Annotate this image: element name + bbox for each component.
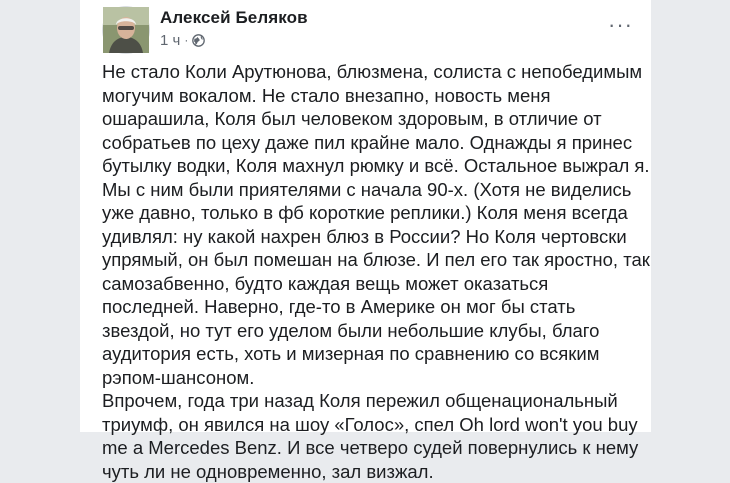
more-options-icon[interactable]: ···: [608, 12, 633, 37]
post-card: [80, 0, 651, 482]
globe-icon: [192, 34, 205, 47]
post-paragraph: Мы с ним были приятелями с начала 90-х. (Хотя не виделись уже давно, только в фб короткие реплики.) Коля меня всегда удивлял: ну какой нахрен блюз в России? Но Коля чертовски упрямый, он был помешан на блюзе. И пел его так яростно, так самозабвенно, будто каждая вещь может оказаться последней. Наверно, где-то в Америке он мог бы стать звездой, но тут его уделом были небольшие клубы, благо аудитория есть, хоть и мизерная по сравнению со всяким рэпом-шансоном.: [102, 178, 650, 388]
post-meta: [160, 31, 205, 49]
author-name[interactable]: Алексей Беляков: [160, 8, 308, 27]
post-time[interactable]: 1 ч: [160, 31, 181, 49]
author-avatar[interactable]: [102, 6, 150, 54]
post-paragraph: Впрочем, года три назад Коля пережил общенациональный триумф, он явился на шоу «Голос», спел Oh lord won't you buy me a Mercedes Benz. И все четверо судей повернулись к нему чуть ли не одновременно, зал визжал.: [102, 390, 639, 482]
post-paragraph: Не стало Коли Арутюнова, блюзмена, солиста с непобедимым могучим вокалом. Не стало внезапно, новость меня ошарашила, Коля был человеком здоровым, в отличие от собратьев по цеху даже пил крайне мало. Однажды я принес бутылку водки, Коля махнул рюмку и всё. Остальное выжрал я.: [102, 61, 650, 176]
meta-separator: ·: [184, 33, 189, 47]
post-text: [102, 60, 650, 483]
avatar-photo: [103, 7, 149, 53]
